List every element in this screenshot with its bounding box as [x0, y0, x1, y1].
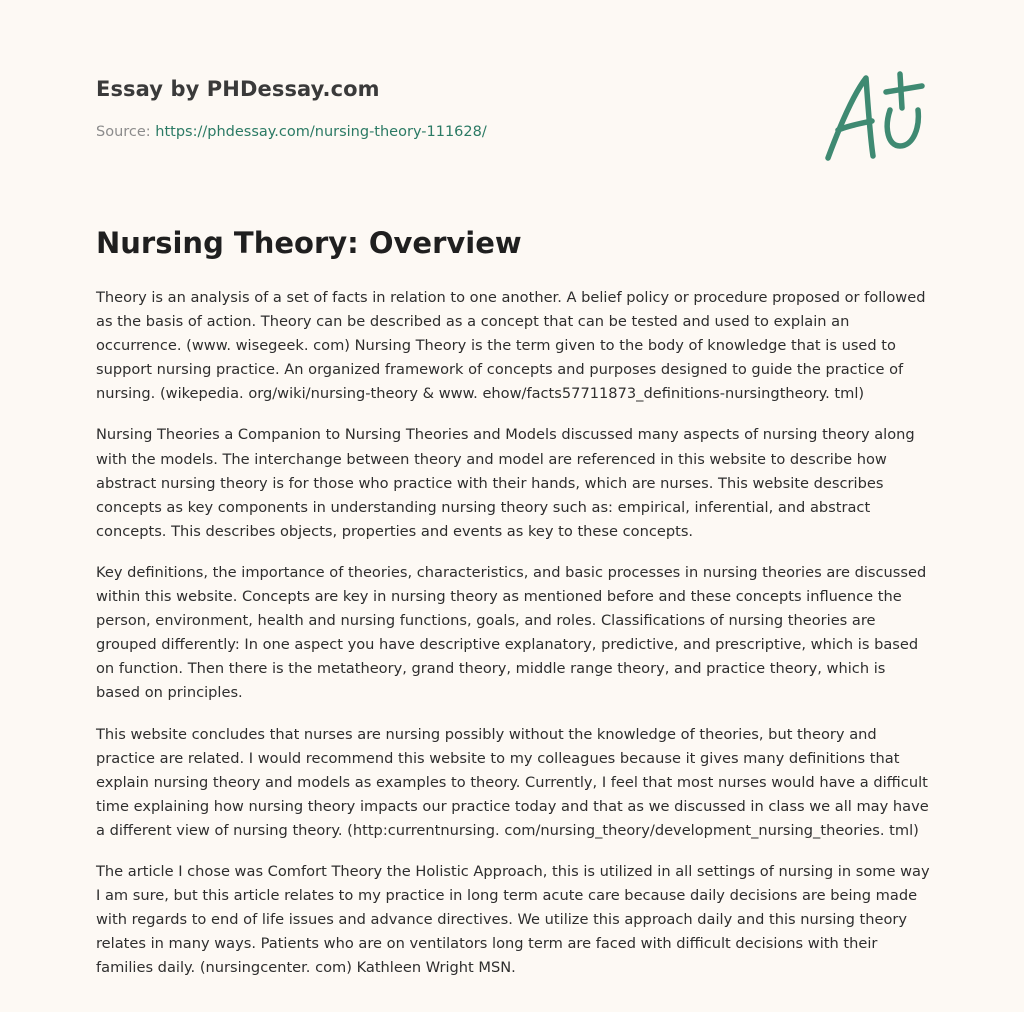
site-title: Essay by PHDessay.com: [96, 77, 380, 101]
source-label: Source:: [96, 124, 151, 140]
essay-title: Nursing Theory: Overview: [96, 226, 522, 260]
essay-body: [96, 286, 932, 997]
essay-paragraph: Key definitions, the importance of theories, characteristics, and basic processes in nursing theories are discussed within this website. Concepts are key in nursing theory as mentioned before and these concepts influence the person, environment, health and nursing functions, goals, and roles. Classifications of nursing theories are grouped differently: In one aspect you have descriptive explanatory, predictive, and prescriptive, which is based on function. Then there is the metatheory, grand theory, middle range theory, and practice theory, which is based on principles.: [96, 563, 927, 702]
source-link[interactable]: https://phdessay.com/nursing-theory-111628/: [155, 124, 487, 140]
essay-paragraph: Theory is an analysis of a set of facts in relation to one another. A belief policy or procedure proposed or followed as the basis of action. Theory can be described as a concept that can be tested and used to explain an occurrence. (www. wisegeek. com) Nursing Theory is the term given to the body of knowledge that is used to support nursing practice. An organized framework of concepts and purposes designed to guide the practice of nursing. (wikepedia. org/wiki/nursing-theory & www. ehow/facts57711873_definitions-nursingtheory. tml): [96, 289, 926, 403]
a-plus-grade-icon: [818, 66, 930, 166]
essay-paragraph: The article I chose was Comfort Theory the Holistic Approach, this is utilized in all settings of nursing in some way I am sure, but this article relates to my practice in long term acute care because daily decisions are being made with regards to end of life issues and advance directives. We utilize this approach daily and this nursing theory relates in many ways. Patients who are on ventilators long term are faced with difficult decisions with their families daily. (nursingcenter. com) Kathleen Wright MSN.: [96, 862, 930, 977]
essay-paragraph: Nursing Theories a Companion to Nursing Theories and Models discussed many aspects of nursing theory along with the models. The interchange between theory and model are referenced in this website to describe how abstract nursing theory is for those who practice with their hands, which are nurses. This website describes concepts as key components in understanding nursing theory such as: empirical, inferential, and abstract concepts. This describes objects, properties and events as key to these concepts.: [96, 426, 915, 540]
source-line: [96, 124, 487, 140]
essay-paragraph: This website concludes that nurses are nursing possibly without the knowledge of theories, but theory and practice are related. I would recommend this website to my colleagues because it gives many definitions that explain nursing theory and models as examples to theory. Currently, I feel that most nurses would have a difficult time explaining how nursing theory impacts our practice today and that as we discussed in class we all may have a different view of nursing theory. (http:currentnursing. com/nursing_theory/development_nursing_theories. tml): [96, 725, 929, 839]
